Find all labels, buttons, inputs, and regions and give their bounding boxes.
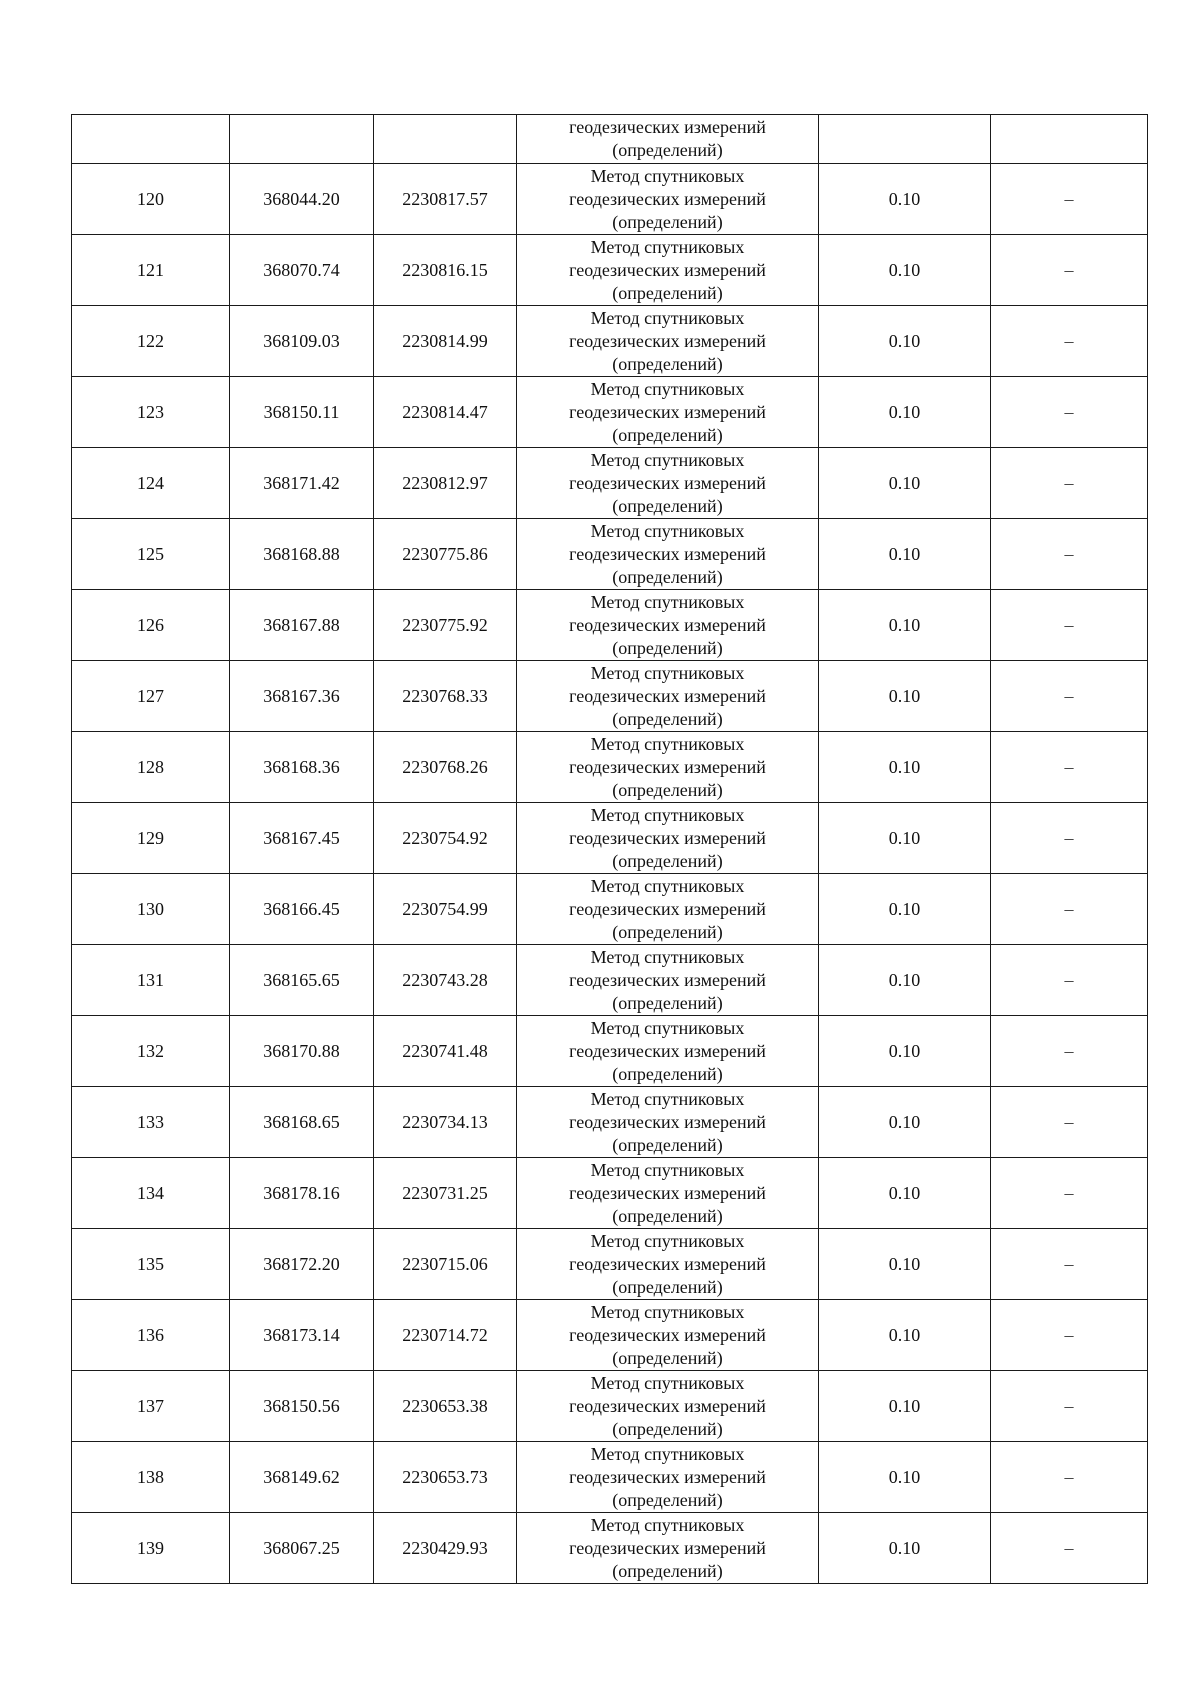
table-row	[72, 732, 1148, 803]
x-coordinate-cell: 368165.65	[230, 945, 374, 1016]
accuracy-cell: 0.10	[819, 1371, 991, 1442]
x-coordinate-cell: 368149.62	[230, 1442, 374, 1513]
point-number-cell: 123	[72, 377, 230, 448]
y-coordinate-cell: 2230817.57	[374, 164, 517, 235]
y-coordinate-cell: 2230743.28	[374, 945, 517, 1016]
method-cell	[517, 732, 819, 803]
point-number-cell: 127	[72, 661, 230, 732]
method-line: геодезических измерений	[569, 1466, 766, 1487]
point-number-cell: 139	[72, 1513, 230, 1584]
table-row	[72, 377, 1148, 448]
method-cell	[517, 1158, 819, 1229]
method-line: Метод спутниковых	[590, 1301, 745, 1322]
method-line: (определений)	[612, 495, 723, 516]
y-coordinate-cell: 2230715.06	[374, 1229, 517, 1300]
method-line: геодезических измерений	[569, 827, 766, 848]
accuracy-cell	[819, 115, 991, 164]
note-cell: –	[991, 1229, 1148, 1300]
table-row	[72, 448, 1148, 519]
point-number-cell: 137	[72, 1371, 230, 1442]
method-line: (определений)	[612, 353, 723, 374]
table-row	[72, 1229, 1148, 1300]
method-line: (определений)	[612, 850, 723, 871]
method-line: Метод спутниковых	[590, 307, 745, 328]
note-cell: –	[991, 1087, 1148, 1158]
point-number-cell: 138	[72, 1442, 230, 1513]
method-line: геодезических измерений	[569, 1324, 766, 1345]
accuracy-cell: 0.10	[819, 1087, 991, 1158]
point-number-cell: 135	[72, 1229, 230, 1300]
method-line: Метод спутниковых	[590, 875, 745, 896]
accuracy-cell: 0.10	[819, 519, 991, 590]
point-number-cell: 136	[72, 1300, 230, 1371]
method-line: Метод спутниковых	[590, 236, 745, 257]
method-line: (определений)	[612, 1347, 723, 1368]
accuracy-cell: 0.10	[819, 1300, 991, 1371]
accuracy-cell: 0.10	[819, 661, 991, 732]
method-line: геодезических измерений	[569, 1182, 766, 1203]
x-coordinate-cell: 368168.88	[230, 519, 374, 590]
table-row-continued	[72, 115, 1148, 164]
table-row	[72, 519, 1148, 590]
method-line: Метод спутниковых	[590, 662, 745, 683]
method-line: Метод спутниковых	[590, 733, 745, 754]
method-cell	[517, 590, 819, 661]
method-line: Метод спутниковых	[590, 378, 745, 399]
x-coordinate-cell: 368167.88	[230, 590, 374, 661]
x-coordinate-cell: 368067.25	[230, 1513, 374, 1584]
y-coordinate-cell	[374, 115, 517, 164]
method-line: Метод спутниковых	[590, 165, 745, 186]
method-line: (определений)	[612, 140, 723, 160]
y-coordinate-cell: 2230734.13	[374, 1087, 517, 1158]
method-line: (определений)	[612, 566, 723, 587]
method-line: Метод спутниковых	[590, 520, 745, 541]
method-line: геодезических измерений	[569, 401, 766, 422]
y-coordinate-cell: 2230775.92	[374, 590, 517, 661]
table-row	[72, 1087, 1148, 1158]
method-cell	[517, 115, 819, 164]
method-cell	[517, 874, 819, 945]
note-cell: –	[991, 590, 1148, 661]
method-line: геодезических измерений	[569, 1040, 766, 1061]
accuracy-cell: 0.10	[819, 1016, 991, 1087]
table-row	[72, 306, 1148, 377]
method-line: (определений)	[612, 708, 723, 729]
method-line: (определений)	[612, 921, 723, 942]
method-line: (определений)	[612, 1205, 723, 1226]
point-number-cell: 130	[72, 874, 230, 945]
method-line: Метод спутниковых	[590, 1088, 745, 1109]
note-cell: –	[991, 1442, 1148, 1513]
note-cell: –	[991, 448, 1148, 519]
method-line: геодезических измерений	[569, 1395, 766, 1416]
y-coordinate-cell: 2230768.33	[374, 661, 517, 732]
table-row	[72, 1158, 1148, 1229]
accuracy-cell: 0.10	[819, 590, 991, 661]
note-cell: –	[991, 874, 1148, 945]
method-line: геодезических измерений	[569, 898, 766, 919]
x-coordinate-cell: 368168.65	[230, 1087, 374, 1158]
y-coordinate-cell: 2230816.15	[374, 235, 517, 306]
point-number-cell: 133	[72, 1087, 230, 1158]
x-coordinate-cell: 368044.20	[230, 164, 374, 235]
method-cell	[517, 803, 819, 874]
table-row	[72, 1442, 1148, 1513]
table-row	[72, 590, 1148, 661]
x-coordinate-cell: 368170.88	[230, 1016, 374, 1087]
point-number-cell: 129	[72, 803, 230, 874]
point-number-cell: 121	[72, 235, 230, 306]
method-line: (определений)	[612, 992, 723, 1013]
accuracy-cell: 0.10	[819, 1229, 991, 1300]
method-line: геодезических измерений	[569, 1537, 766, 1558]
note-cell: –	[991, 235, 1148, 306]
x-coordinate-cell: 368171.42	[230, 448, 374, 519]
method-cell	[517, 1016, 819, 1087]
y-coordinate-cell: 2230741.48	[374, 1016, 517, 1087]
note-cell: –	[991, 1158, 1148, 1229]
note-cell: –	[991, 1016, 1148, 1087]
accuracy-cell: 0.10	[819, 377, 991, 448]
method-cell	[517, 306, 819, 377]
coordinates-table	[71, 114, 1148, 1584]
method-line: геодезических измерений	[569, 330, 766, 351]
x-coordinate-cell: 368167.36	[230, 661, 374, 732]
x-coordinate-cell: 368150.11	[230, 377, 374, 448]
table-row	[72, 1371, 1148, 1442]
method-line: Метод спутниковых	[590, 1514, 745, 1535]
method-line: геодезических измерений	[569, 1253, 766, 1274]
method-line: (определений)	[612, 282, 723, 303]
note-cell: –	[991, 1513, 1148, 1584]
y-coordinate-cell: 2230653.73	[374, 1442, 517, 1513]
y-coordinate-cell: 2230754.92	[374, 803, 517, 874]
table-row	[72, 945, 1148, 1016]
method-line: (определений)	[612, 424, 723, 445]
table-row	[72, 1016, 1148, 1087]
y-coordinate-cell: 2230814.47	[374, 377, 517, 448]
note-cell: –	[991, 377, 1148, 448]
y-coordinate-cell: 2230731.25	[374, 1158, 517, 1229]
y-coordinate-cell: 2230814.99	[374, 306, 517, 377]
x-coordinate-cell: 368178.16	[230, 1158, 374, 1229]
point-number-cell: 124	[72, 448, 230, 519]
accuracy-cell: 0.10	[819, 164, 991, 235]
method-cell	[517, 377, 819, 448]
method-line: геодезических измерений	[569, 543, 766, 564]
method-line: (определений)	[612, 1276, 723, 1297]
x-coordinate-cell: 368070.74	[230, 235, 374, 306]
x-coordinate-cell: 368172.20	[230, 1229, 374, 1300]
accuracy-cell: 0.10	[819, 1158, 991, 1229]
point-number-cell: 134	[72, 1158, 230, 1229]
method-cell	[517, 235, 819, 306]
method-cell	[517, 1513, 819, 1584]
method-line: Метод спутниковых	[590, 1230, 745, 1251]
method-line: (определений)	[612, 1063, 723, 1084]
accuracy-cell: 0.10	[819, 1442, 991, 1513]
point-number-cell	[72, 115, 230, 164]
method-line: геодезических измерений	[569, 614, 766, 635]
method-cell	[517, 1229, 819, 1300]
method-cell	[517, 945, 819, 1016]
x-coordinate-cell: 368168.36	[230, 732, 374, 803]
method-cell	[517, 1371, 819, 1442]
accuracy-cell: 0.10	[819, 1513, 991, 1584]
y-coordinate-cell: 2230653.38	[374, 1371, 517, 1442]
point-number-cell: 131	[72, 945, 230, 1016]
method-line: (определений)	[612, 1134, 723, 1155]
accuracy-cell: 0.10	[819, 448, 991, 519]
note-cell: –	[991, 519, 1148, 590]
accuracy-cell: 0.10	[819, 235, 991, 306]
method-line: Метод спутниковых	[590, 1159, 745, 1180]
table-row	[72, 803, 1148, 874]
accuracy-cell: 0.10	[819, 874, 991, 945]
method-line: (определений)	[612, 211, 723, 232]
x-coordinate-cell: 368109.03	[230, 306, 374, 377]
method-line: Метод спутниковых	[590, 1443, 745, 1464]
method-line: геодезических измерений	[569, 472, 766, 493]
note-cell: –	[991, 306, 1148, 377]
method-line: геодезических измерений	[569, 685, 766, 706]
point-number-cell: 125	[72, 519, 230, 590]
method-line: Метод спутниковых	[590, 1372, 745, 1393]
x-coordinate-cell: 368167.45	[230, 803, 374, 874]
method-line: (определений)	[612, 1560, 723, 1581]
table-row	[72, 1513, 1148, 1584]
note-cell: –	[991, 1371, 1148, 1442]
point-number-cell: 120	[72, 164, 230, 235]
method-line: Метод спутниковых	[590, 1017, 745, 1038]
accuracy-cell: 0.10	[819, 945, 991, 1016]
table-row	[72, 1300, 1148, 1371]
table-row	[72, 235, 1148, 306]
method-line: (определений)	[612, 1489, 723, 1510]
point-number-cell: 132	[72, 1016, 230, 1087]
y-coordinate-cell: 2230768.26	[374, 732, 517, 803]
point-number-cell: 126	[72, 590, 230, 661]
method-line: (определений)	[612, 779, 723, 800]
accuracy-cell: 0.10	[819, 306, 991, 377]
method-cell	[517, 448, 819, 519]
note-cell: –	[991, 661, 1148, 732]
method-cell	[517, 164, 819, 235]
accuracy-cell: 0.10	[819, 732, 991, 803]
method-line: Метод спутниковых	[590, 946, 745, 967]
y-coordinate-cell: 2230754.99	[374, 874, 517, 945]
note-cell: –	[991, 732, 1148, 803]
method-line: Метод спутниковых	[590, 804, 745, 825]
method-line: геодезических измерений	[569, 188, 766, 209]
x-coordinate-cell: 368166.45	[230, 874, 374, 945]
table-row	[72, 661, 1148, 732]
table-row	[72, 874, 1148, 945]
point-number-cell: 122	[72, 306, 230, 377]
table-row	[72, 164, 1148, 235]
method-cell	[517, 519, 819, 590]
method-line: геодезических измерений	[569, 259, 766, 280]
method-line: Метод спутниковых	[590, 449, 745, 470]
x-coordinate-cell	[230, 115, 374, 164]
point-number-cell: 128	[72, 732, 230, 803]
y-coordinate-cell: 2230775.86	[374, 519, 517, 590]
note-cell: –	[991, 945, 1148, 1016]
method-line: геодезических измерений	[569, 756, 766, 777]
method-line: геодезических измерений	[569, 969, 766, 990]
method-line: Метод спутниковых	[590, 591, 745, 612]
x-coordinate-cell: 368173.14	[230, 1300, 374, 1371]
y-coordinate-cell: 2230714.72	[374, 1300, 517, 1371]
method-line: геодезических измерений	[569, 117, 766, 137]
table-body	[72, 115, 1148, 1584]
note-cell: –	[991, 803, 1148, 874]
method-cell	[517, 1087, 819, 1158]
method-cell	[517, 1300, 819, 1371]
x-coordinate-cell: 368150.56	[230, 1371, 374, 1442]
y-coordinate-cell: 2230812.97	[374, 448, 517, 519]
note-cell	[991, 115, 1148, 164]
y-coordinate-cell: 2230429.93	[374, 1513, 517, 1584]
note-cell: –	[991, 1300, 1148, 1371]
method-line: геодезических измерений	[569, 1111, 766, 1132]
method-line: (определений)	[612, 637, 723, 658]
method-cell	[517, 1442, 819, 1513]
accuracy-cell: 0.10	[819, 803, 991, 874]
method-line: (определений)	[612, 1418, 723, 1439]
method-cell	[517, 661, 819, 732]
note-cell: –	[991, 164, 1148, 235]
